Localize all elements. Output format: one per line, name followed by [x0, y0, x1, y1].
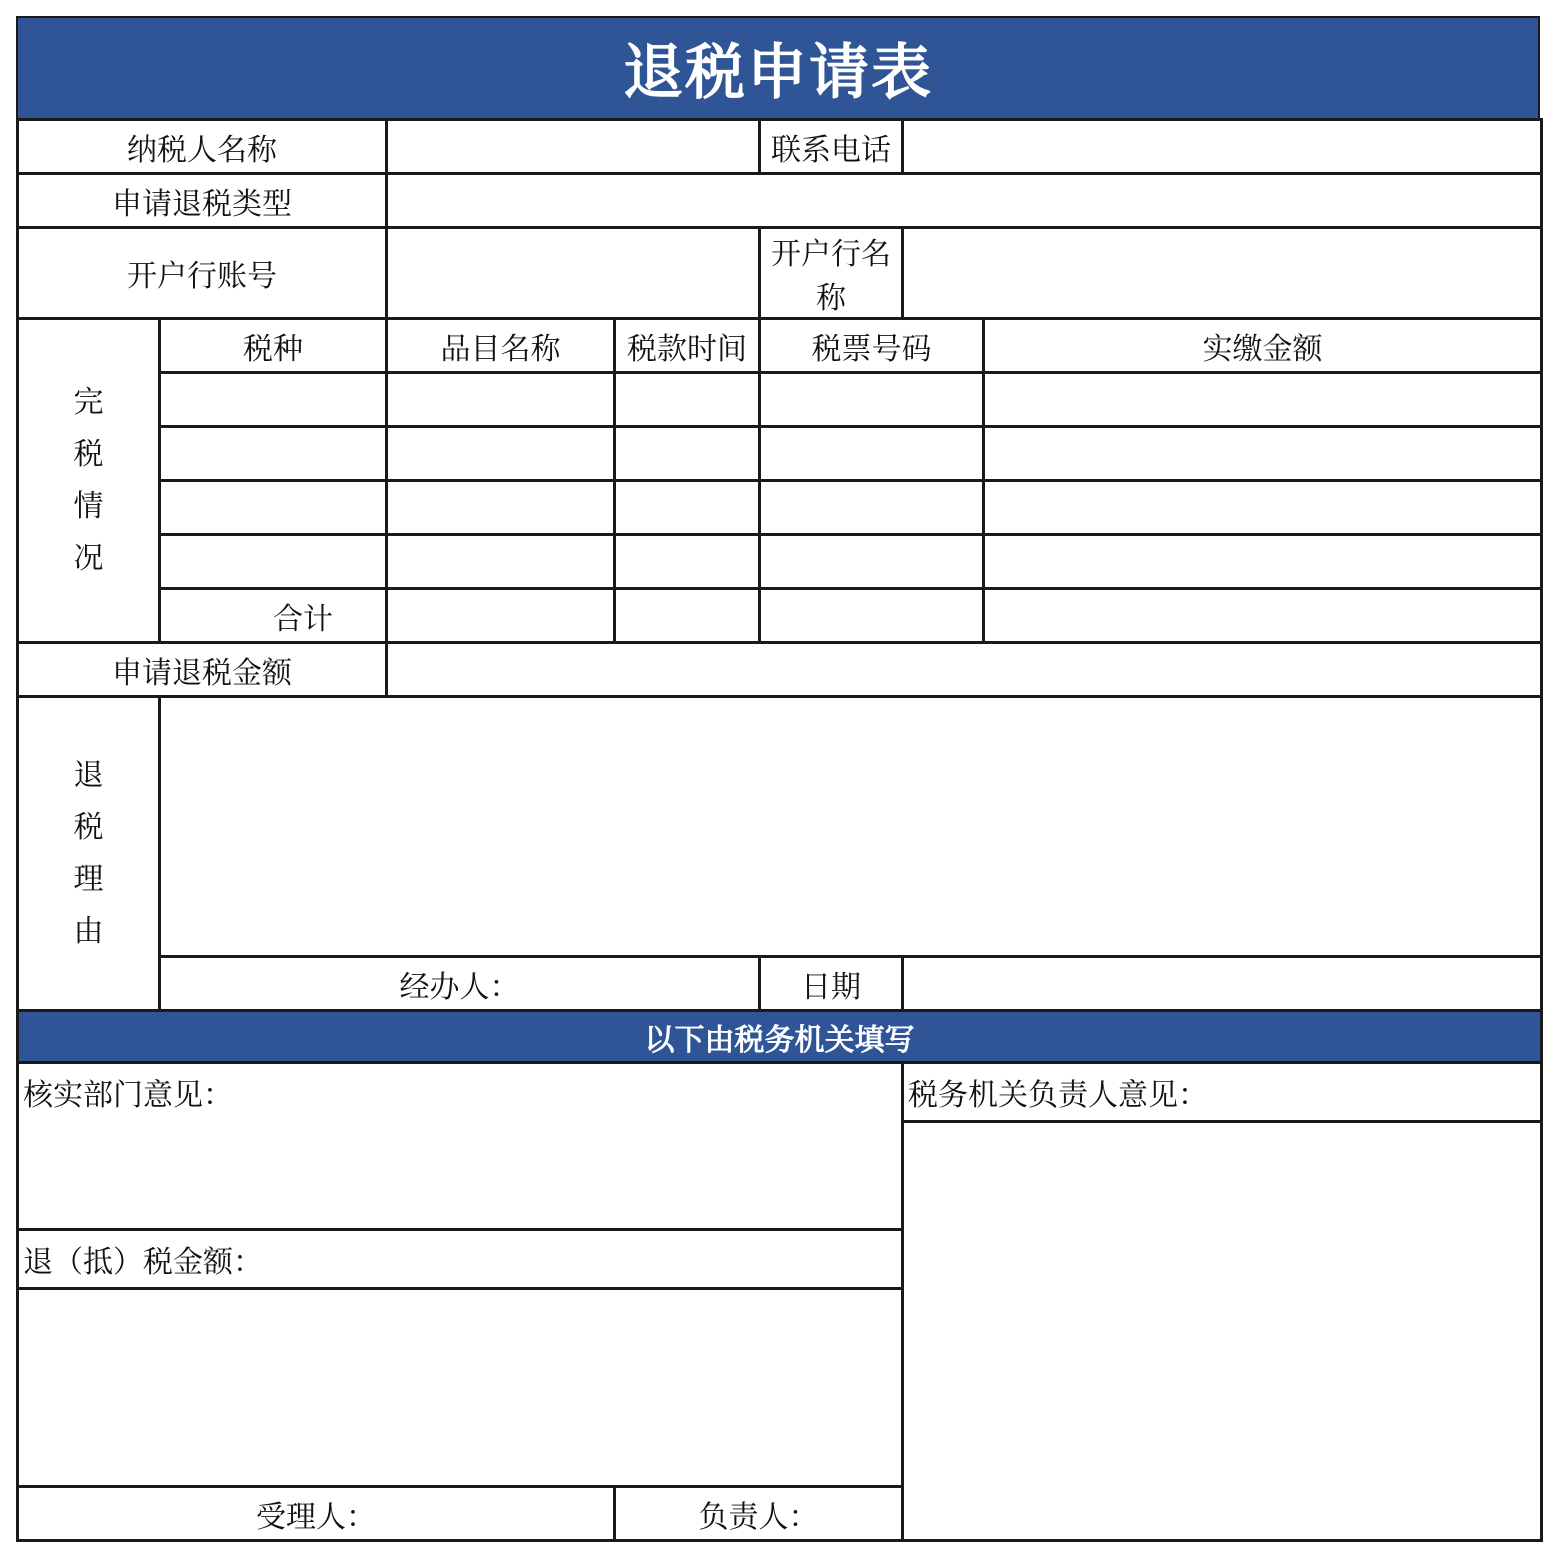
- tax-period-cell[interactable]: [615, 373, 760, 427]
- paid-amount-cell[interactable]: [984, 535, 1542, 589]
- receipt-number-cell[interactable]: [760, 373, 984, 427]
- tax-period-cell[interactable]: [615, 481, 760, 535]
- item-name-cell[interactable]: [387, 481, 615, 535]
- verify-opinion-label: 核实部门意见：: [23, 1078, 233, 1113]
- total-label: 合计: [160, 589, 387, 643]
- receipt-number-cell[interactable]: [760, 481, 984, 535]
- receiver-label: 受理人：: [18, 1487, 615, 1541]
- refund-reason-label: [18, 697, 160, 1011]
- paid-tax-char: 完: [73, 384, 104, 420]
- bank-account-field[interactable]: [387, 228, 760, 319]
- responsible-label: 负责人：: [615, 1487, 903, 1541]
- header-tax-period: 税款时间: [615, 319, 760, 373]
- bank-name-label: 开户行名称: [760, 228, 903, 319]
- reason-char: 理: [73, 861, 104, 897]
- receipt-number-cell[interactable]: [760, 427, 984, 481]
- date-label: 日期: [760, 957, 903, 1011]
- authority-head-opinion-label: 税务机关负责人意见：: [903, 1063, 1542, 1122]
- tax-period-cell[interactable]: [615, 427, 760, 481]
- header-paid-amount: 实缴金额: [984, 319, 1542, 373]
- refund-offset-notes-field[interactable]: [18, 1289, 903, 1487]
- tax-type-cell[interactable]: [160, 535, 387, 589]
- reason-char: 退: [73, 757, 104, 793]
- header-tax-type: 税种: [160, 319, 387, 373]
- paid-amount-cell[interactable]: [984, 427, 1542, 481]
- tax-period-cell[interactable]: [615, 535, 760, 589]
- reason-char: 税: [73, 809, 104, 845]
- total-amount-cell[interactable]: [984, 589, 1542, 643]
- refund-type-field[interactable]: [387, 174, 1542, 228]
- item-name-cell[interactable]: [387, 427, 615, 481]
- item-name-cell[interactable]: [387, 373, 615, 427]
- header-item-name: 品目名称: [387, 319, 615, 373]
- reason-char: 由: [73, 913, 104, 949]
- refund-application-form: [16, 16, 1540, 1542]
- paid-amount-cell[interactable]: [984, 373, 1542, 427]
- refund-amount-label: 申请退税金额: [18, 643, 387, 697]
- bank-name-field[interactable]: [903, 228, 1542, 319]
- phone-label: 联系电话: [760, 120, 903, 174]
- verify-opinion-field[interactable]: [18, 1063, 903, 1230]
- form-title: 退税申请表: [16, 16, 1540, 118]
- total-receipt-cell[interactable]: [760, 589, 984, 643]
- receipt-number-cell[interactable]: [760, 535, 984, 589]
- tax-type-cell[interactable]: [160, 427, 387, 481]
- tax-type-cell[interactable]: [160, 481, 387, 535]
- handler-label: 经办人：: [160, 957, 760, 1011]
- phone-field[interactable]: [903, 120, 1542, 174]
- authority-section-banner: 以下由税务机关填写: [18, 1011, 1542, 1063]
- total-item-cell[interactable]: [387, 589, 615, 643]
- refund-offset-amount-label: 退（抵）税金额：: [23, 1245, 263, 1280]
- item-name-cell[interactable]: [387, 535, 615, 589]
- paid-tax-char: 税: [73, 436, 104, 472]
- tax-type-cell[interactable]: [160, 373, 387, 427]
- refund-type-label: 申请退税类型: [18, 174, 387, 228]
- taxpayer-name-label: 纳税人名称: [18, 120, 387, 174]
- paid-amount-cell[interactable]: [984, 481, 1542, 535]
- refund-amount-field[interactable]: [387, 643, 1542, 697]
- date-field[interactable]: [903, 957, 1542, 1011]
- paid-tax-section-label: [18, 319, 160, 643]
- refund-offset-amount-field[interactable]: [18, 1230, 903, 1289]
- authority-head-opinion-field[interactable]: [903, 1122, 1542, 1541]
- header-receipt-number: 税票号码: [760, 319, 984, 373]
- taxpayer-name-field[interactable]: [387, 120, 760, 174]
- paid-tax-char: 情: [73, 488, 104, 524]
- refund-reason-field[interactable]: [160, 697, 1542, 957]
- form-table: [16, 118, 1543, 1542]
- paid-tax-char: 况: [73, 540, 104, 576]
- total-period-cell[interactable]: [615, 589, 760, 643]
- bank-account-label: 开户行账号: [18, 228, 387, 319]
